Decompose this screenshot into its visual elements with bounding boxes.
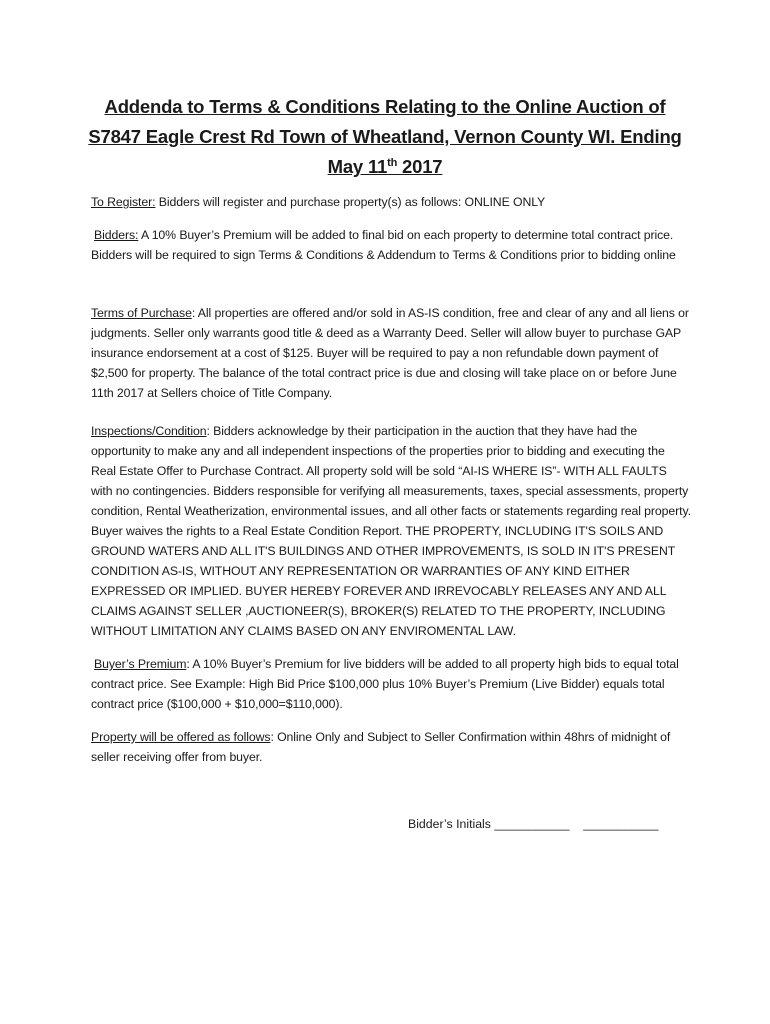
register-paragraph xyxy=(91,192,691,212)
document-title xyxy=(60,92,710,182)
register-text: Bidders will register and purchase property(s) as follows: ONLINE ONLY xyxy=(155,195,546,209)
title-line-3-year: 2017 xyxy=(397,156,443,177)
terms-of-purchase-paragraph xyxy=(91,303,691,403)
title-line-3-text: May 11 xyxy=(327,156,388,177)
buyers-premium-paragraph xyxy=(91,654,691,714)
register-heading: To Register: xyxy=(91,195,156,209)
terms-of-purchase-text: : All properties are offered and/or sold in AS-IS condition, free and clear of any and all liens or judgments. Seller only warrants good title & deed as a Warranty Deed. Seller will allow buyer to purchase GAP insurance endorsement at a cost of $125. Buyer will be required to pay a non refundable down payment of $2,500 for property. The balance of the total contract price is due and closing will take place on or before June 11th 2017 at Sellers choice of Title Company. xyxy=(91,306,689,400)
title-line-2: S7847 Eagle Crest Rd Town of Wheatland, Vernon County WI. Ending xyxy=(88,126,682,147)
inspections-paragraph xyxy=(91,421,691,641)
bidders-text: A 10% Buyer’s Premium will be added to final bid on each property to determine total contract price. Bidders will be required to sign Terms & Conditions & Addendum to Terms & Conditions prior to bidding online xyxy=(91,228,676,262)
bidders-initials-line: Bidder’s Initials ___________ ___________ xyxy=(408,817,659,831)
title-line-3 xyxy=(60,152,710,182)
offered-heading: Property will be offered as follows xyxy=(91,730,271,744)
offered-text: : Online Only and Subject to Seller Confirmation within 48hrs of midnight of seller receiving offer from buyer. xyxy=(91,730,671,764)
inspections-heading: Inspections/Condition xyxy=(91,424,207,438)
buyers-premium-heading: Buyer’s Premium xyxy=(94,657,187,671)
inspections-text: : Bidders acknowledge by their participation in the auction that they have had the opportunity to make any and all independent inspections of the properties prior to bidding and executing the Real Estate Offer to Purchase Contract. All property sold will be sold “AI-IS WHERE IS”- WITH ALL FAULTS with no contingencies. Bidders responsible for verifying all measurements, taxes, special assessments, property condition, Rental Weatherization, environmental issues, and all other facts or statements regarding real property. Buyer waives the rights to a Real Estate Condition Report. THE PROPERTY, INCLUDING IT'S SOILS AND GROUND WATERS AND ALL IT'S BUILDINGS AND OTHER IMPROVEMENTS, IS SOLD IN IT'S PRESENT CONDITION AS-IS, WITHOUT ANY REPRESENTATION OR WARRANTIES OF ANY KIND EITHER EXPRESSED OR IMPLIED. BUYER HEREBY FOREVER AND IRREVOCABLY RELEASES ANY AND ALL CLAIMS AGAINST SELLER ,AUCTIONEER(S), BROKER(S) RELATED TO THE PROPERTY, INCLUDING WITHOUT LIMITATION ANY CLAIMS BASED ON ANY ENVIROMENTAL LAW. xyxy=(91,424,691,638)
bidders-paragraph xyxy=(91,225,691,265)
bidders-heading: Bidders: xyxy=(94,228,139,242)
title-line-1: Addenda to Terms & Conditions Relating to the Online Auction of xyxy=(104,96,666,117)
terms-of-purchase-heading: Terms of Purchase xyxy=(91,306,192,320)
offered-paragraph xyxy=(91,727,691,767)
title-superscript: th xyxy=(387,157,398,169)
buyers-premium-text: : A 10% Buyer’s Premium for live bidders will be added to all property high bids to equal total contract price. See Example: High Bid Price $100,000 plus 10% Buyer’s Premium (Live Bidder) equals total contract price ($100,000 + $10,000=$110,000). xyxy=(91,657,679,711)
